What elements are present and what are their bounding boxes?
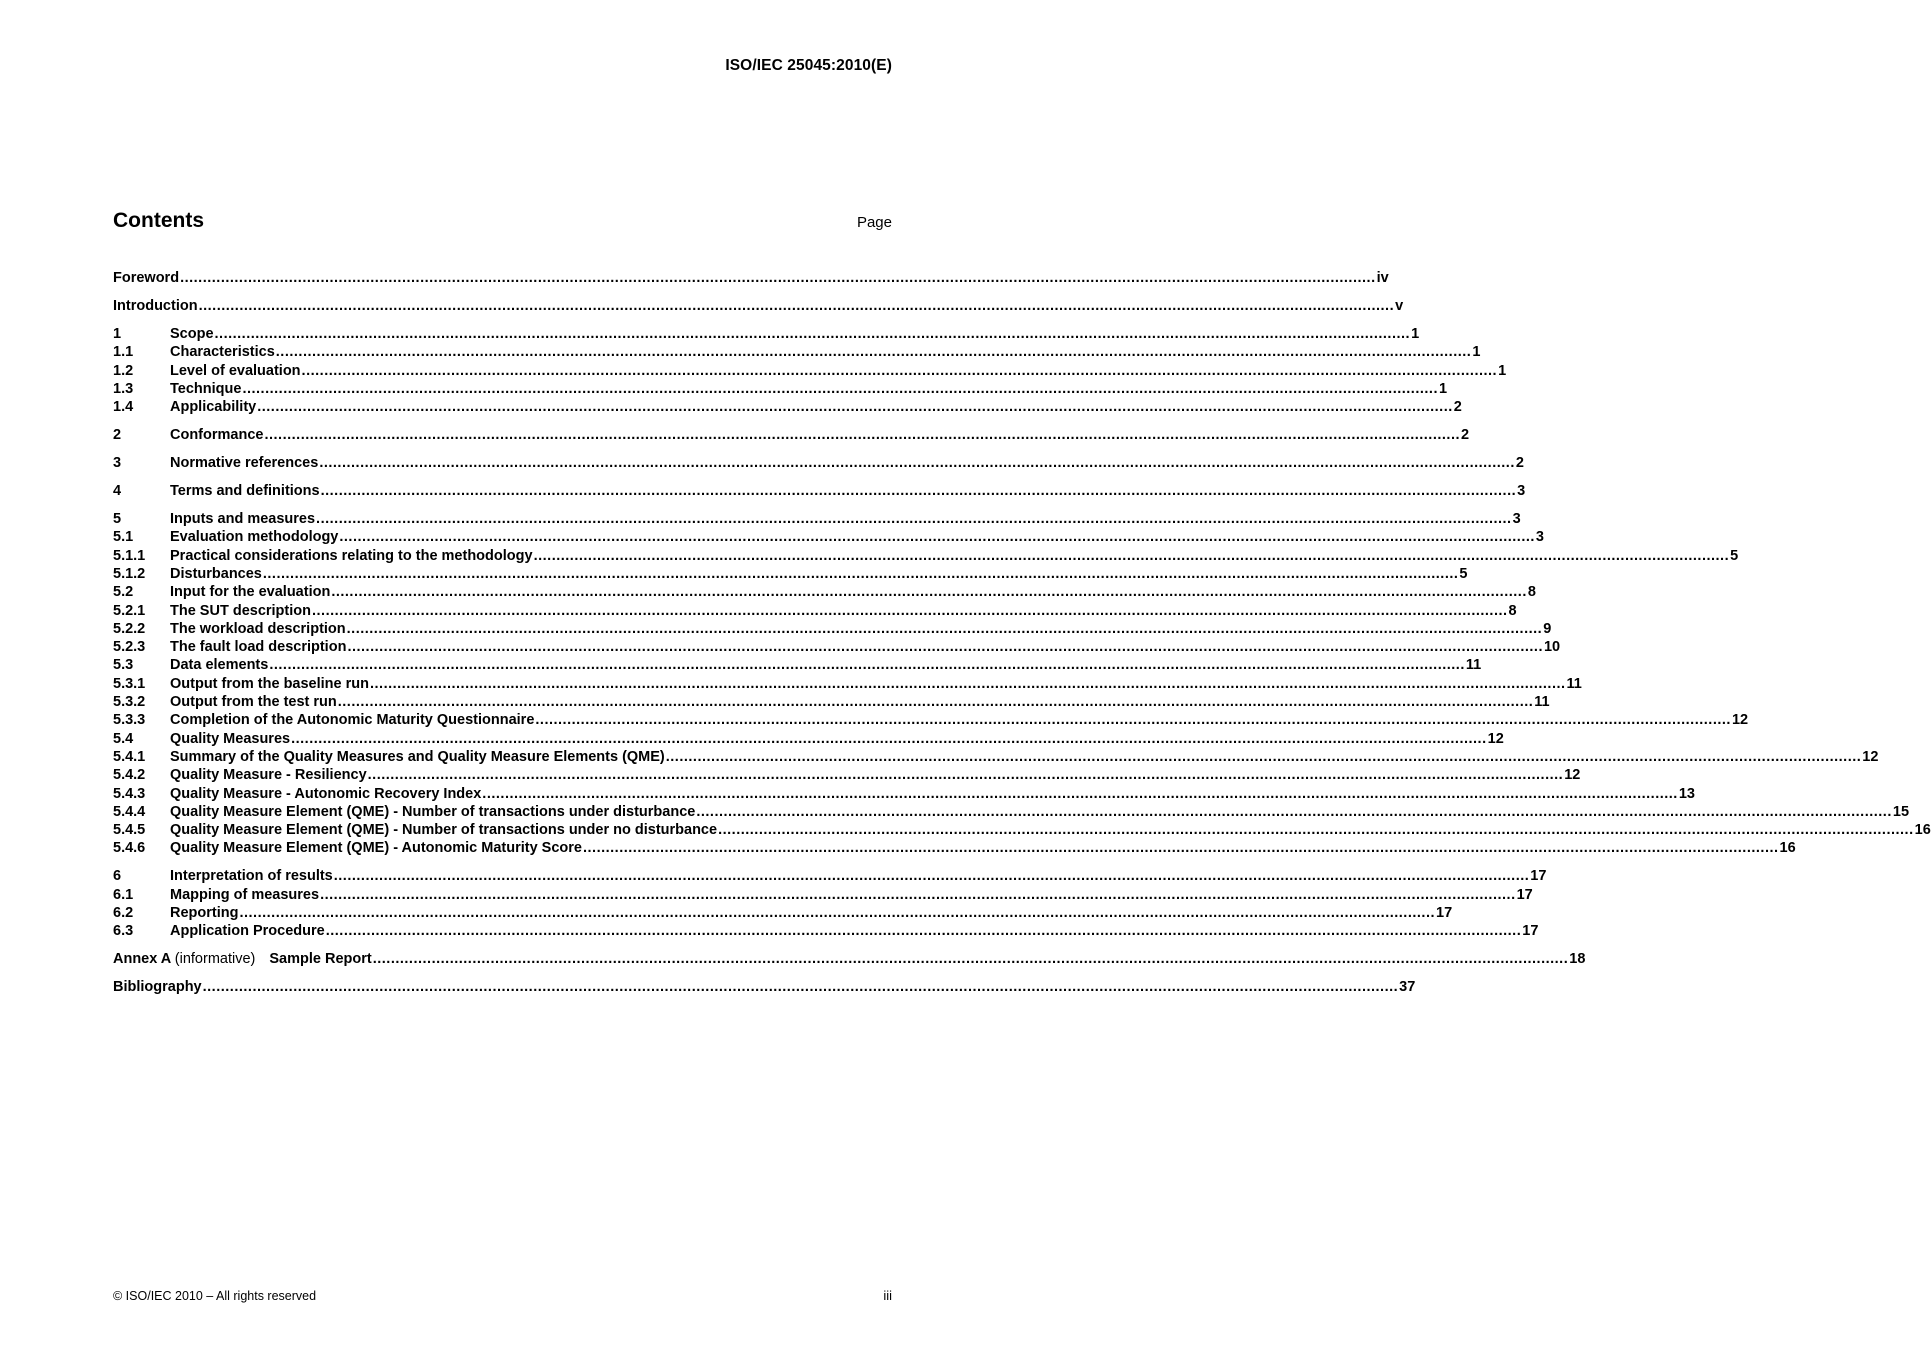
toc-dot-leader <box>666 748 1862 766</box>
annex-label: Annex A <box>113 951 171 968</box>
toc-dot-leader <box>338 693 1534 711</box>
toc-dot-leader <box>347 638 1543 656</box>
toc-entry[interactable] <box>113 528 1544 546</box>
toc-entry[interactable] <box>113 867 1547 885</box>
toc-dot-leader <box>326 922 1522 940</box>
toc-entry[interactable] <box>113 325 1420 343</box>
annex-type: (informative) <box>174 951 256 968</box>
toc-entry-page: 15 <box>1892 803 1910 820</box>
toc-group <box>113 297 1404 315</box>
toc-dot-leader <box>257 398 1453 416</box>
toc-dot-leader <box>302 362 1498 380</box>
toc-group <box>113 325 1507 416</box>
toc-entry-page: 11 <box>1566 675 1582 692</box>
toc-entry-number: 5.1.1 <box>113 547 146 564</box>
toc-entry-number: 5.3 <box>113 657 134 674</box>
toc-entry-title: Disturbances <box>170 565 262 582</box>
toc-entry-page: 37 <box>1399 979 1416 996</box>
toc-dot-leader <box>312 602 1508 620</box>
toc-entry[interactable] <box>113 730 1504 748</box>
toc-entry-number: 5.4.2 <box>113 767 146 784</box>
toc-entry-title: Completion of the Autonomic Maturity Questionnaire <box>170 712 535 729</box>
toc-group <box>113 867 1547 940</box>
toc-entry-page: 16 <box>1779 840 1796 857</box>
toc-entry-page: 11 <box>1465 657 1482 674</box>
toc-entry-number: 5.4.3 <box>113 785 146 802</box>
toc-entry-number: 2 <box>113 427 122 444</box>
toc-entry-title: The fault load description <box>170 639 347 656</box>
toc-entry-title: Characteristics <box>170 344 275 361</box>
toc-dot-leader <box>215 325 1411 343</box>
toc-entry-title: Summary of the Quality Measures and Quality Measure Elements (QME) <box>170 748 665 765</box>
toc-entry-page: iv <box>1376 270 1389 286</box>
toc-entry-page: 5 <box>1730 547 1739 564</box>
toc-entry-number: 5.2.1 <box>113 602 146 619</box>
toc-entry-page: 2 <box>1461 427 1470 444</box>
toc-dot-leader <box>368 766 1564 784</box>
toc-entry[interactable] <box>113 510 1521 528</box>
toc-entry-title: The workload description <box>170 620 346 637</box>
toc-dot-leader <box>316 510 1512 528</box>
toc-entry-title: Applicability <box>170 399 257 416</box>
toc-entry-number: 5.3.2 <box>113 694 146 711</box>
toc-entry[interactable] <box>113 675 1582 693</box>
toc-dot-leader <box>320 886 1516 904</box>
toc-entry-number: 5.4 <box>113 730 134 747</box>
toc-entry-title <box>113 950 372 968</box>
toc-dot-leader <box>718 821 1914 839</box>
toc-entry-title: Foreword <box>113 270 180 286</box>
toc-entry-title: Evaluation methodology <box>170 529 339 546</box>
toc-dot-leader <box>334 867 1530 885</box>
toc-entry-title: Application Procedure <box>170 923 325 940</box>
toc-group <box>113 426 1470 444</box>
toc-entry-number: 6 <box>113 868 122 885</box>
toc-dot-leader <box>199 297 1395 315</box>
page-number-footer: iii <box>883 1288 892 1303</box>
toc-entry[interactable] <box>113 922 1539 940</box>
toc-entry[interactable] <box>113 362 1507 380</box>
toc-entry-title: Level of evaluation <box>170 362 301 379</box>
toc-entry-title: Quality Measures <box>170 730 291 747</box>
toc-entry-number: 5.4.4 <box>113 803 146 820</box>
toc-entry-page: 3 <box>1535 529 1544 546</box>
toc-entry-number: 5.1 <box>113 529 134 546</box>
toc-entry-title: Conformance <box>170 427 264 444</box>
toc-entry-title: The SUT description <box>170 602 311 619</box>
toc-entry-page: 8 <box>1527 584 1536 601</box>
toc-entry-title: Quality Measure Element (QME) - Autonomic Maturity Score <box>170 840 582 857</box>
document-id-header: ISO/IEC 25045:2010(E) <box>725 57 892 74</box>
toc-entry[interactable] <box>113 693 1550 711</box>
table-of-contents <box>113 269 1931 1006</box>
toc-entry-page: 16 <box>1914 822 1931 839</box>
toc-entry-page: 12 <box>1487 730 1504 747</box>
toc-dot-leader <box>583 839 1779 857</box>
toc-entry[interactable] <box>113 482 1526 500</box>
toc-entry-page: v <box>1395 297 1404 314</box>
toc-entry-title: Mapping of measures <box>170 886 320 903</box>
toc-entry-number: 5.3.1 <box>113 675 146 692</box>
toc-entry-page: 3 <box>1517 483 1526 500</box>
toc-entry-page: 8 <box>1508 602 1517 619</box>
toc-group <box>113 269 1389 287</box>
toc-entry-number: 1 <box>113 325 122 342</box>
toc-dot-leader <box>319 454 1515 472</box>
toc-entry[interactable] <box>113 711 1749 729</box>
toc-entry-number: 1.4 <box>113 399 134 416</box>
toc-entry-number: 5.1.2 <box>113 565 146 582</box>
toc-dot-leader <box>534 547 1730 565</box>
toc-dot-leader <box>263 565 1459 583</box>
toc-dot-leader <box>535 711 1731 729</box>
toc-dot-leader <box>482 785 1678 803</box>
toc-dot-leader <box>239 904 1435 922</box>
toc-entry[interactable] <box>113 839 1796 857</box>
toc-entry-page: 1 <box>1411 325 1420 342</box>
toc-entry[interactable] <box>113 583 1536 601</box>
toc-entry-number: 1.3 <box>113 380 134 397</box>
toc-entry-title: Bibliography <box>113 979 202 996</box>
toc-entry-title: Quality Measure - Autonomic Recovery Index <box>170 785 482 802</box>
toc-entry-page: 1 <box>1472 344 1481 361</box>
toc-entry[interactable] <box>113 904 1453 922</box>
toc-entry-title: Terms and definitions <box>170 483 320 500</box>
toc-entry-title: Data elements <box>170 657 269 674</box>
toc-group <box>113 454 1524 472</box>
toc-entry-page: 12 <box>1862 748 1879 765</box>
copyright-footer: © ISO/IEC 2010 – All rights reserved <box>113 1289 317 1303</box>
toc-entry-number: 5.4.5 <box>113 822 146 839</box>
toc-entry-number: 5 <box>113 511 122 528</box>
toc-entry-page: 10 <box>1543 639 1561 656</box>
toc-entry-title: Interpretation of results <box>170 868 333 885</box>
toc-dot-leader <box>276 343 1472 361</box>
toc-entry-page: 1 <box>1498 362 1507 379</box>
toc-entry-title: Reporting <box>170 905 239 922</box>
toc-entry-page: 18 <box>1569 951 1586 968</box>
toc-dot-leader <box>264 426 1460 444</box>
toc-entry-page: 13 <box>1678 785 1695 802</box>
toc-entry-title: Output from the baseline run <box>170 675 369 692</box>
annex-title: Sample Report <box>269 951 372 968</box>
toc-entry-number: 1.1 <box>113 344 134 361</box>
toc-dot-leader <box>331 583 1527 601</box>
toc-group-bibliography <box>113 978 1416 996</box>
toc-entry[interactable] <box>113 620 1552 638</box>
toc-entry[interactable] <box>113 821 1931 839</box>
toc-entry[interactable] <box>113 547 1739 565</box>
toc-dot-leader <box>373 950 1569 968</box>
toc-group-annex <box>113 950 1586 968</box>
toc-entry[interactable] <box>113 656 1482 674</box>
toc-entry-page: 11 <box>1534 694 1550 711</box>
toc-entry[interactable] <box>113 766 1581 784</box>
toc-entry-page: 3 <box>1512 511 1521 528</box>
toc-dot-leader <box>370 675 1566 693</box>
toc-entry[interactable] <box>113 380 1448 398</box>
toc-dot-leader <box>339 528 1535 546</box>
toc-dot-leader <box>696 803 1892 821</box>
toc-entry-number: 6.1 <box>113 886 134 903</box>
toc-entry-title: Quality Measure Element (QME) - Number of transactions under no disturbance <box>170 822 718 839</box>
toc-group <box>113 510 1931 858</box>
toc-entry-page: 2 <box>1515 455 1524 472</box>
toc-entry-title: Technique <box>170 380 242 397</box>
toc-group <box>113 482 1526 500</box>
toc-entry-number: 1.2 <box>113 362 134 379</box>
toc-entry-number: 3 <box>113 455 122 472</box>
toc-entry-page: 17 <box>1522 923 1539 940</box>
page-column-label: Page <box>856 214 892 231</box>
toc-entry[interactable] <box>113 343 1481 361</box>
toc-entry-title: Quality Measure Element (QME) - Number of transactions under disturbance <box>170 803 696 820</box>
toc-entry-page: 9 <box>1543 620 1552 637</box>
toc-entry-page: 12 <box>1731 712 1749 729</box>
toc-entry[interactable] <box>113 785 1695 803</box>
toc-entry[interactable] <box>113 638 1561 656</box>
toc-dot-leader <box>321 482 1517 500</box>
toc-entry-title: Input for the evaluation <box>170 584 331 601</box>
toc-entry-number: 5.2.3 <box>113 639 146 656</box>
toc-entry-number: 5.2.2 <box>113 620 146 637</box>
toc-entry[interactable] <box>113 426 1470 444</box>
toc-entry-title: Quality Measure - Resiliency <box>170 767 367 784</box>
toc-entry-number: 5.4.1 <box>113 748 146 765</box>
toc-entry-title: Practical considerations relating to the methodology <box>170 547 533 564</box>
toc-dot-leader <box>203 978 1399 996</box>
toc-entry-bibliography[interactable] <box>113 978 1416 996</box>
toc-entry-page: 12 <box>1564 767 1581 784</box>
toc-entry-annex-a[interactable] <box>113 950 1586 968</box>
toc-entry-number: 5.2 <box>113 584 134 601</box>
toc-entry[interactable] <box>113 886 1533 904</box>
toc-entry-number: 4 <box>113 483 122 500</box>
contents-title: Contents <box>113 209 204 232</box>
toc-entry-number: 6.3 <box>113 923 134 940</box>
toc-entry-title: Introduction <box>113 297 198 314</box>
toc-dot-leader <box>269 656 1465 674</box>
toc-entry-page: 17 <box>1530 868 1547 885</box>
toc-entry-title: Scope <box>170 325 214 342</box>
toc-entry[interactable] <box>113 803 1910 821</box>
toc-entry[interactable] <box>113 269 1389 287</box>
toc-dot-leader <box>347 620 1543 638</box>
toc-entry-number: 6.2 <box>113 905 134 922</box>
toc-entry[interactable] <box>113 454 1524 472</box>
toc-entry-title: Output from the test run <box>170 694 337 711</box>
toc-entry[interactable] <box>113 602 1517 620</box>
toc-entry-title: Inputs and measures <box>170 511 316 528</box>
toc-entry-page: 17 <box>1436 905 1453 922</box>
toc-entry[interactable] <box>113 297 1404 315</box>
toc-entry[interactable] <box>113 398 1462 416</box>
toc-dot-leader <box>291 730 1487 748</box>
toc-entry-page: 2 <box>1453 399 1462 416</box>
toc-entry-page: 17 <box>1516 886 1533 903</box>
toc-entry-number: 5.3.3 <box>113 712 146 729</box>
toc-entry[interactable] <box>113 565 1468 583</box>
toc-entry[interactable] <box>113 748 1879 766</box>
toc-dot-leader <box>180 269 1376 287</box>
toc-dot-leader <box>242 380 1438 398</box>
contents-title-row <box>113 209 892 233</box>
toc-entry-page: 5 <box>1459 565 1468 582</box>
toc-entry-page: 1 <box>1438 380 1448 397</box>
toc-entry-title: Normative references <box>170 455 319 472</box>
toc-entry-number: 5.4.6 <box>113 840 146 857</box>
